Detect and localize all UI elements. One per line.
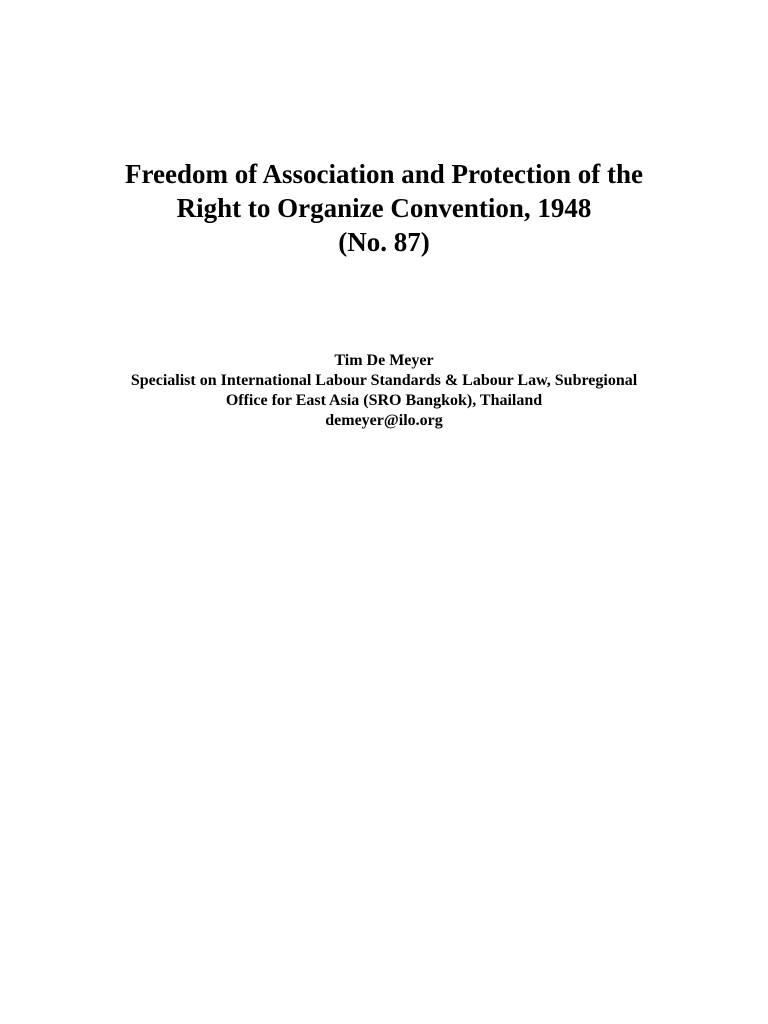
title-line-2: Right to Organize Convention, 1948 xyxy=(176,193,592,223)
author-name: Tim De Meyer xyxy=(334,352,434,369)
author-affiliation-line-1: Specialist on International Labour Standards & Labour Law, Subregional xyxy=(130,372,638,389)
author-email: demeyer@ilo.org xyxy=(325,412,443,429)
document-title xyxy=(0,157,768,259)
author-block xyxy=(0,351,768,431)
author-affiliation-line-2: Office for East Asia (SRO Bangkok), Thailand xyxy=(225,392,543,409)
title-line-3: (No. 87) xyxy=(338,227,430,257)
title-line-1: Freedom of Association and Protection of the xyxy=(125,159,643,189)
